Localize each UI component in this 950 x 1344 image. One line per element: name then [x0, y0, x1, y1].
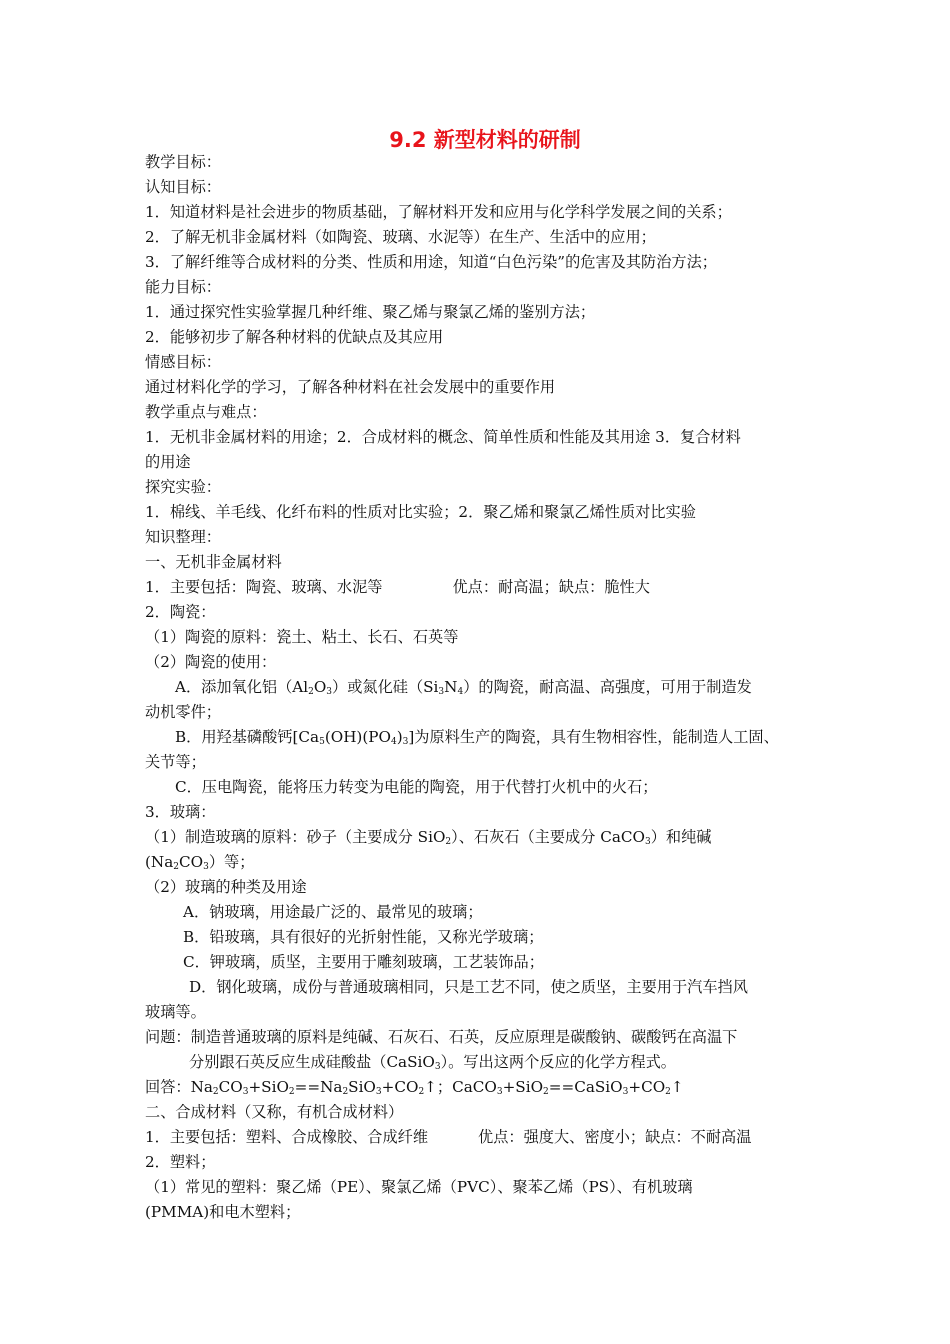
text-line: B．铅玻璃，具有很好的光折射性能，又称光学玻璃； [183, 928, 544, 946]
answer-line: 回答：$Na_2CO_3+SiO_2==Na_2SiO_3+CO_2↑$；$CaCO_3+SiO_2==CaSiO_3+CO_2↑$ [145, 1078, 684, 1097]
text-line: 动机零件； [145, 703, 221, 721]
text-line: 1．主要包括：塑料、合成橡胶、合成纤维 优点：强度大、密度小；缺点：不耐高温 [145, 1128, 752, 1146]
text-line: 2．塑料； [145, 1153, 216, 1171]
text-line: （2）玻璃的种类及用途 [145, 878, 307, 896]
text-line: 通过材料化学的学习，了解各种材料在社会发展中的重要作用 [145, 378, 556, 396]
text-line: 能力目标： [145, 278, 221, 296]
page-title: 9.2 新型材料的研制 [389, 128, 581, 152]
text-line: 的用途 [145, 453, 191, 471]
text-line: 1．无机非金属材料的用途；2．合成材料的概念、简单性质和性能及其用途 3．复合材料 [145, 428, 741, 446]
text-line: 玻璃等。 [145, 1003, 206, 1021]
text-line: C．钾玻璃，质坚，主要用于雕刻玻璃，工艺装饰品； [183, 953, 544, 971]
text-line: 1．通过探究性实验掌握几种纤维、聚乙烯与聚氯乙烯的鉴别方法； [145, 303, 596, 321]
text-line: D．钢化玻璃，成份与普通玻璃相同，只是工艺不同，使之质坚，主要用于汽车挡风 [189, 978, 748, 996]
text-line: $(Na_2CO_3)$等； [145, 853, 255, 872]
text-line: 2．陶瓷： [145, 603, 216, 621]
section-heading: 二、合成材料（又称，有机合成材料） [145, 1103, 404, 1121]
text-line: B．用羟基磷酸钙$[Ca_5(OH)(PO_4)_3]$为原料生产的陶瓷，具有生物相容性，能制造人工固、 [175, 728, 779, 747]
text-line: 认知目标： [145, 178, 221, 196]
text-line: （1）常见的塑料：聚乙烯（PE）、聚氯乙烯（PVC）、聚苯乙烯（PS）、有机玻璃 [145, 1178, 693, 1196]
text-line: 教学重点与难点： [145, 403, 267, 421]
text-line: 1．棉线、羊毛线、化纤布料的性质对比实验；2．聚乙烯和聚氯乙烯性质对比实验 [145, 503, 696, 521]
question-line: 分别跟石英反应生成硅酸盐（CaSiO$_3$）。写出这两个反应的化学方程式。 [189, 1053, 676, 1072]
text-line: 情感目标： [145, 353, 221, 371]
text-line: 3．了解纤维等合成材料的分类、性质和用途，知道“白色污染”的危害及其防治方法； [145, 253, 717, 271]
text-line: （1）陶瓷的原料：瓷土、粘土、长石、石英等 [145, 628, 459, 646]
text-line: 一、无机非金属材料 [145, 553, 282, 571]
text-line: 教学目标： [145, 153, 221, 171]
text-line: (PMMA)和电木塑料； [145, 1203, 301, 1221]
text-line: （2）陶瓷的使用： [145, 653, 277, 671]
text-line: 知识整理： [145, 528, 221, 546]
text-line: 2．能够初步了解各种材料的优缺点及其应用 [145, 328, 444, 346]
question-line: 问题：制造普通玻璃的原料是纯碱、石灰石、石英，反应原理是碳酸钠、碳酸钙在高温下 [145, 1028, 738, 1046]
text-line [145, 575, 825, 600]
text-line: 探究实验： [145, 478, 221, 496]
text-line: 关节等； [145, 753, 206, 771]
text-line: 2．了解无机非金属材料（如陶瓷、玻璃、水泥等）在生产、生活中的应用； [145, 228, 656, 246]
inorganic-pros-cons: 优点：耐高温；缺点：脆性大 [452, 578, 650, 596]
text-line: A．添加氧化铝$(Al_2O_3)$或氮化硅$(Si_3N_4)$的陶瓷，耐高温、高强度，可用于制造发 [175, 678, 752, 697]
text-line: A．钠玻璃，用途最广泛的、最常见的玻璃； [183, 903, 483, 921]
text-line: 3．玻璃： [145, 803, 216, 821]
text-line: C．压电陶瓷，能将压力转变为电能的陶瓷，用于代替打火机中的火石； [175, 778, 658, 796]
document-body [145, 150, 825, 1225]
text-line: 1．知道材料是社会进步的物质基础，了解材料开发和应用与化学科学发展之间的关系； [145, 203, 732, 221]
inorganic-main: 1．主要包括：陶瓷、玻璃、水泥等 [145, 578, 383, 596]
text-line: （1）制造玻璃的原料：砂子（主要成分 SiO$_2$）、石灰石（主要成分 CaCO$_3$）和纯碱 [145, 828, 712, 847]
